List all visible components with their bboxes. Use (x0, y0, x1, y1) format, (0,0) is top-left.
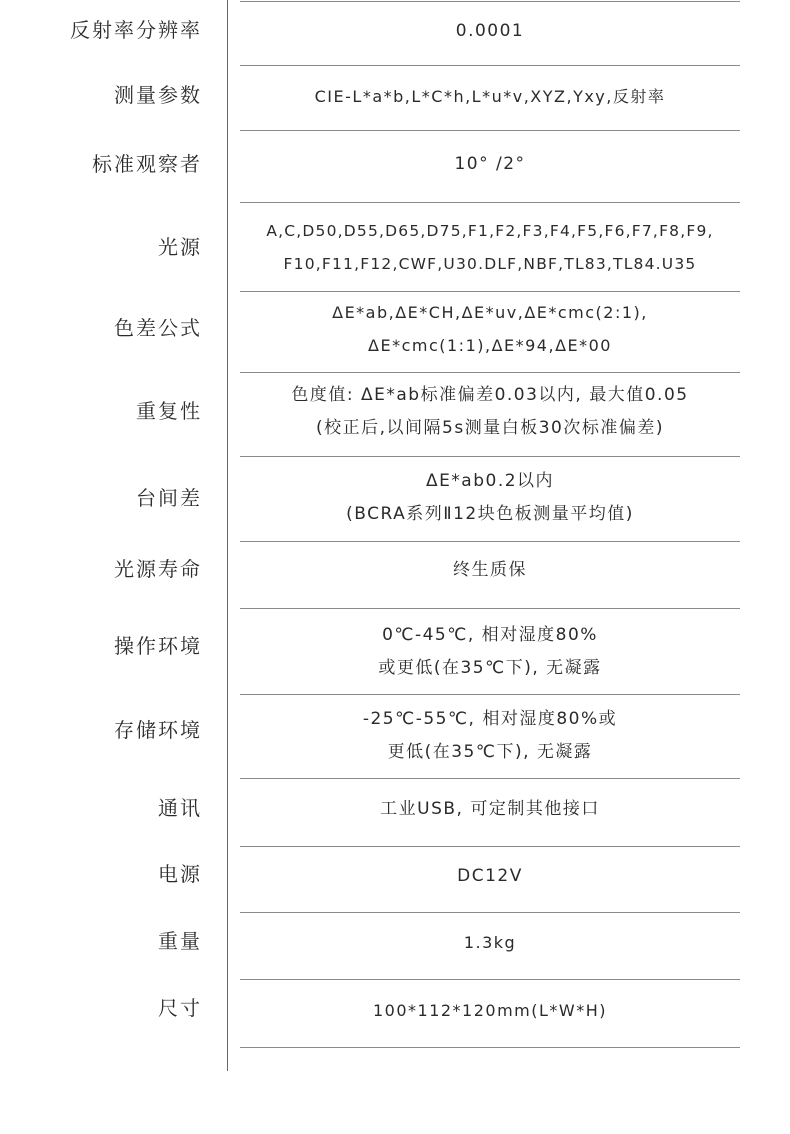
row-divider (240, 778, 740, 779)
spec-value-line: ΔE*cmc(1:1),ΔE*94,ΔE*00 (368, 336, 612, 355)
spec-value (240, 296, 740, 362)
spec-value-line: 0.0001 (455, 21, 525, 41)
spec-value-line: (BCRA系列Ⅱ12块色板测量平均值) (346, 504, 634, 524)
spec-value-line: 终生质保 (453, 560, 527, 580)
spec-value-line: DC12V (457, 866, 523, 886)
row-divider (240, 202, 740, 203)
spec-value-line: 工业USB, 可定制其他接口 (380, 799, 600, 819)
spec-value (240, 793, 740, 826)
row-divider (240, 291, 740, 292)
spec-label: 电源 (158, 862, 202, 886)
spec-value-line: A,C,D50,D55,D65,D75,F1,F2,F3,F4,F5,F6,F7,F8,F9, (266, 222, 714, 240)
spec-label: 色差公式 (114, 316, 202, 340)
spec-value-line: 100*112*120mm(L*W*H) (372, 1001, 608, 1020)
spec-label: 重量 (158, 929, 202, 953)
spec-value-line: ΔE*ab0.2以内 (425, 471, 555, 491)
row-divider (240, 694, 740, 695)
spec-value (240, 15, 740, 48)
row-divider (240, 372, 740, 373)
spec-label: 标准观察者 (92, 152, 202, 176)
spec-label: 光源 (158, 235, 202, 259)
row-divider (240, 1, 740, 2)
spec-value (240, 994, 740, 1027)
spec-value-line: -25℃-55℃, 相对湿度80%或 (362, 709, 618, 729)
spec-value (240, 379, 740, 445)
spec-value-line: (校正后,以间隔5s测量白板30次标准偏差) (316, 418, 664, 438)
spec-value-line: 10° /2° (454, 154, 526, 174)
spec-value-line: 更低(在35℃下), 无凝露 (387, 742, 593, 762)
spec-label: 重复性 (136, 399, 202, 423)
row-divider (240, 1047, 740, 1048)
spec-value-line: 1.3kg (463, 933, 517, 952)
spec-value-line: CIE-L*a*b,L*C*h,L*u*v,XYZ,Yxy,反射率 (314, 87, 666, 106)
spec-value (240, 554, 740, 587)
spec-label: 反射率分辨率 (70, 18, 202, 42)
spec-value-line: 或更低(在35℃下), 无凝露 (378, 658, 602, 678)
spec-label: 尺寸 (158, 996, 202, 1020)
row-divider (240, 65, 740, 66)
spec-label: 光源寿命 (114, 557, 202, 581)
column-divider (227, 0, 228, 1071)
spec-value (240, 926, 740, 959)
spec-value-line: 色度值: ΔE*ab标准偏差0.03以内, 最大值0.05 (291, 385, 689, 405)
row-divider (240, 456, 740, 457)
spec-value (240, 215, 740, 281)
spec-label: 测量参数 (114, 83, 202, 107)
spec-value (240, 148, 740, 181)
spec-value (240, 619, 740, 685)
row-divider (240, 846, 740, 847)
spec-label: 通讯 (158, 796, 202, 820)
spec-value (240, 80, 740, 113)
row-divider (240, 608, 740, 609)
spec-value-line: ΔE*ab,ΔE*CH,ΔE*uv,ΔE*cmc(2:1), (332, 303, 648, 322)
spec-label: 存储环境 (114, 718, 202, 742)
spec-label: 台间差 (136, 486, 202, 510)
row-divider (240, 130, 740, 131)
spec-value (240, 703, 740, 769)
spec-value (240, 465, 740, 531)
row-divider (240, 912, 740, 913)
spec-value-line: 0℃-45℃, 相对湿度80% (382, 625, 598, 645)
spec-value-line: F10,F11,F12,CWF,U30.DLF,NBF,TL83,TL84.U35 (283, 255, 697, 273)
spec-value (240, 860, 740, 893)
row-divider (240, 979, 740, 980)
row-divider (240, 541, 740, 542)
spec-label: 操作环境 (114, 634, 202, 658)
